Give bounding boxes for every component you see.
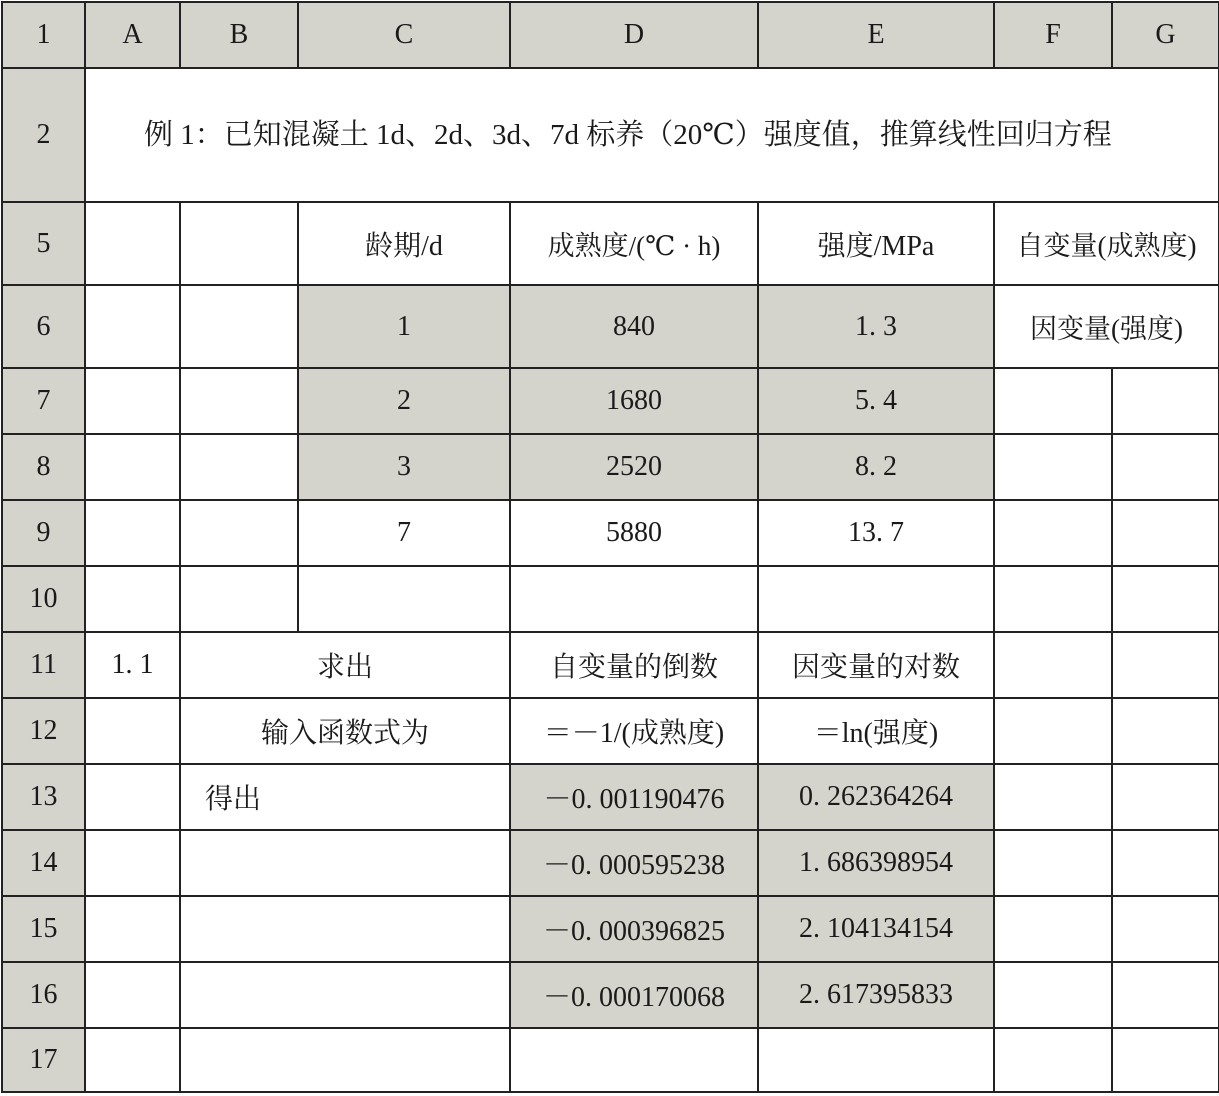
cell-a7[interactable] <box>85 368 180 434</box>
row-header-17[interactable]: 17 <box>2 1028 85 1092</box>
cell-f8[interactable] <box>994 434 1112 500</box>
cell-c6[interactable]: 1 <box>298 285 510 368</box>
cell-a11[interactable]: 1. 1 <box>85 632 180 698</box>
cell-c8[interactable]: 3 <box>298 434 510 500</box>
row-header-16[interactable]: 16 <box>2 962 85 1028</box>
cell-d13[interactable]: －0. 001190476 <box>510 764 758 830</box>
table-row <box>2 434 1219 500</box>
cell-g9[interactable] <box>1112 500 1219 566</box>
cell-f11[interactable] <box>994 632 1112 698</box>
cell-e12-log-formula[interactable]: ＝ln(强度) <box>758 698 994 764</box>
cell-a16[interactable] <box>85 962 180 1028</box>
cell-b5[interactable] <box>180 202 298 285</box>
cell-g16[interactable] <box>1112 962 1219 1028</box>
cell-d5-maturity-header[interactable]: 成熟度/(℃ · h) <box>510 202 758 285</box>
cell-d8[interactable]: 2520 <box>510 434 758 500</box>
cell-e15[interactable]: 2. 104134154 <box>758 896 994 962</box>
row-header-5[interactable]: 5 <box>2 202 85 285</box>
cell-d11-reciprocal-header[interactable]: 自变量的倒数 <box>510 632 758 698</box>
cell-g7[interactable] <box>1112 368 1219 434</box>
cell-f5-independent-variable[interactable]: 自变量(成熟度) <box>994 202 1219 285</box>
row-header-13[interactable]: 13 <box>2 764 85 830</box>
cell-b9[interactable] <box>180 500 298 566</box>
table-row <box>2 830 1219 896</box>
cell-f15[interactable] <box>994 896 1112 962</box>
cell-e10[interactable] <box>758 566 994 632</box>
spreadsheet-table <box>1 1 1219 1093</box>
row-header-9[interactable]: 9 <box>2 500 85 566</box>
cell-d14[interactable]: －0. 000595238 <box>510 830 758 896</box>
cell-e16[interactable]: 2. 617395833 <box>758 962 994 1028</box>
row-header-10[interactable]: 10 <box>2 566 85 632</box>
table-row <box>2 698 1219 764</box>
cell-a5[interactable] <box>85 202 180 285</box>
cell-d12-reciprocal-formula[interactable]: ＝－1/(成熟度) <box>510 698 758 764</box>
cell-f9[interactable] <box>994 500 1112 566</box>
table-row <box>2 1028 1219 1092</box>
column-header-row <box>2 2 1219 68</box>
column-header-e[interactable]: E <box>758 2 994 68</box>
table-row <box>2 68 1219 202</box>
cell-d16[interactable]: －0. 000170068 <box>510 962 758 1028</box>
cell-a6[interactable] <box>85 285 180 368</box>
cell-e14[interactable]: 1. 686398954 <box>758 830 994 896</box>
cell-b12-formula-label[interactable]: 输入函数式为 <box>180 698 510 764</box>
cell-d9[interactable]: 5880 <box>510 500 758 566</box>
cell-d7[interactable]: 1680 <box>510 368 758 434</box>
cell-b16[interactable] <box>180 962 510 1028</box>
cell-f17[interactable] <box>994 1028 1112 1092</box>
cell-a14[interactable] <box>85 830 180 896</box>
cell-b13-result-label[interactable]: 得出 <box>180 764 510 830</box>
cell-g17[interactable] <box>1112 1028 1219 1092</box>
cell-c5-age-header[interactable]: 龄期/d <box>298 202 510 285</box>
table-row <box>2 632 1219 698</box>
row-header-15[interactable]: 15 <box>2 896 85 962</box>
cell-b17[interactable] <box>180 1028 510 1092</box>
cell-g8[interactable] <box>1112 434 1219 500</box>
cell-e13[interactable]: 0. 262364264 <box>758 764 994 830</box>
table-row <box>2 500 1219 566</box>
cell-c10[interactable] <box>298 566 510 632</box>
table-row <box>2 202 1219 285</box>
cell-f10[interactable] <box>994 566 1112 632</box>
table-row <box>2 962 1219 1028</box>
cell-b7[interactable] <box>180 368 298 434</box>
cell-a8[interactable] <box>85 434 180 500</box>
column-header-b[interactable]: B <box>180 2 298 68</box>
cell-g15[interactable] <box>1112 896 1219 962</box>
cell-a9[interactable] <box>85 500 180 566</box>
table-row <box>2 368 1219 434</box>
cell-b11-solve[interactable]: 求出 <box>180 632 510 698</box>
cell-e5-strength-header[interactable]: 强度/MPa <box>758 202 994 285</box>
cell-g10[interactable] <box>1112 566 1219 632</box>
cell-b10[interactable] <box>180 566 298 632</box>
row-header-6[interactable]: 6 <box>2 285 85 368</box>
cell-c7[interactable]: 2 <box>298 368 510 434</box>
cell-b14[interactable] <box>180 830 510 896</box>
cell-g11[interactable] <box>1112 632 1219 698</box>
cell-g13[interactable] <box>1112 764 1219 830</box>
cell-d10[interactable] <box>510 566 758 632</box>
cell-d6[interactable]: 840 <box>510 285 758 368</box>
cell-e7[interactable]: 5. 4 <box>758 368 994 434</box>
cell-a15[interactable] <box>85 896 180 962</box>
cell-a12[interactable] <box>85 698 180 764</box>
cell-b8[interactable] <box>180 434 298 500</box>
cell-e11-log-header[interactable]: 因变量的对数 <box>758 632 994 698</box>
table-row <box>2 764 1219 830</box>
row-header-14[interactable]: 14 <box>2 830 85 896</box>
row-header-12[interactable]: 12 <box>2 698 85 764</box>
cell-f6-dependent-variable[interactable]: 因变量(强度) <box>994 285 1219 368</box>
cell-d17[interactable] <box>510 1028 758 1092</box>
cell-f12[interactable] <box>994 698 1112 764</box>
cell-e6[interactable]: 1. 3 <box>758 285 994 368</box>
cell-e8[interactable]: 8. 2 <box>758 434 994 500</box>
column-header-a[interactable]: A <box>85 2 180 68</box>
cell-f14[interactable] <box>994 830 1112 896</box>
cell-a13[interactable] <box>85 764 180 830</box>
cell-d15[interactable]: －0. 000396825 <box>510 896 758 962</box>
column-header-f[interactable]: F <box>994 2 1112 68</box>
row-header-2[interactable]: 2 <box>2 68 85 202</box>
cell-b15[interactable] <box>180 896 510 962</box>
cell-f7[interactable] <box>994 368 1112 434</box>
row-header-8[interactable]: 8 <box>2 434 85 500</box>
row-header-1[interactable]: 1 <box>2 2 85 68</box>
cell-e9[interactable]: 13. 7 <box>758 500 994 566</box>
column-header-g[interactable]: G <box>1112 2 1219 68</box>
cell-g14[interactable] <box>1112 830 1219 896</box>
column-header-c[interactable]: C <box>298 2 510 68</box>
cell-a17[interactable] <box>85 1028 180 1092</box>
cell-f16[interactable] <box>994 962 1112 1028</box>
column-header-d[interactable]: D <box>510 2 758 68</box>
cell-e17[interactable] <box>758 1028 994 1092</box>
cell-g12[interactable] <box>1112 698 1219 764</box>
cell-c9[interactable]: 7 <box>298 500 510 566</box>
table-row <box>2 896 1219 962</box>
cell-f13[interactable] <box>994 764 1112 830</box>
cell-b6[interactable] <box>180 285 298 368</box>
example-description-cell[interactable]: 例 1：已知混凝土 1d、2d、3d、7d 标养（20℃）强度值，推算线性回归方程 <box>85 68 1219 202</box>
table-row <box>2 285 1219 368</box>
row-header-7[interactable]: 7 <box>2 368 85 434</box>
row-header-11[interactable]: 11 <box>2 632 85 698</box>
table-row <box>2 566 1219 632</box>
cell-a10[interactable] <box>85 566 180 632</box>
